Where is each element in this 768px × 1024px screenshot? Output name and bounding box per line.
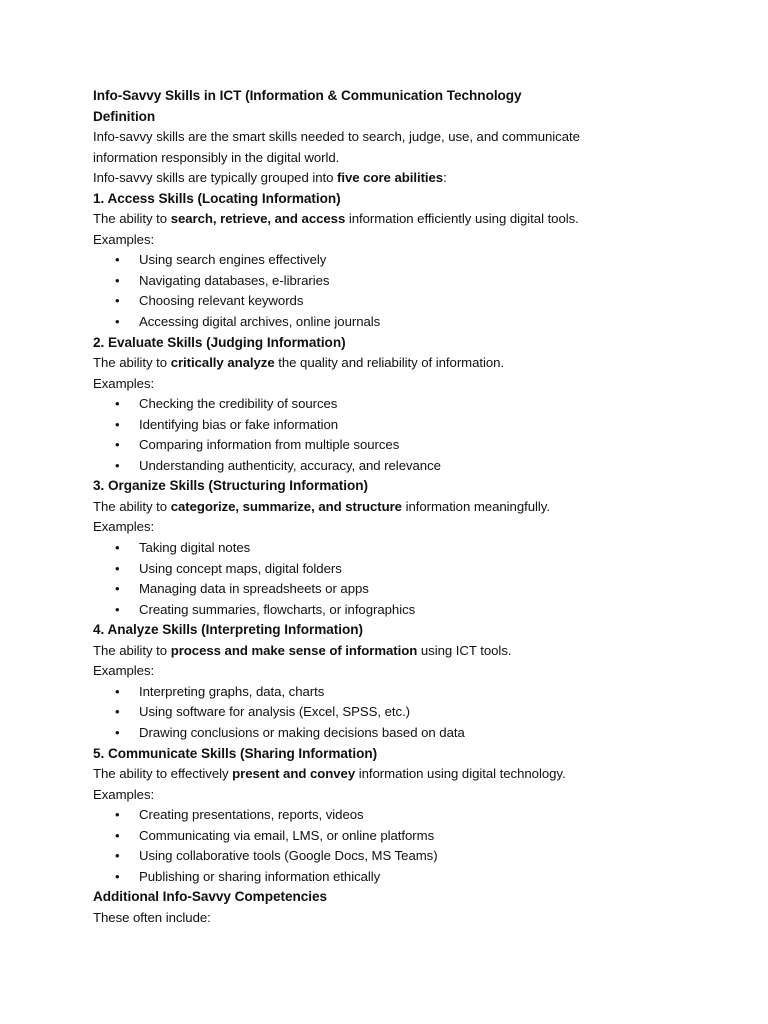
list-item-text: Accessing digital archives, online journals bbox=[139, 314, 381, 330]
list-item-text: Comparing information from multiple sources bbox=[139, 437, 400, 453]
section-description-analyze bbox=[93, 641, 733, 662]
examples-label: Examples: bbox=[93, 375, 155, 391]
list-item-text: Using software for analysis (Excel, SPSS, etc.) bbox=[139, 704, 411, 720]
list-item bbox=[93, 415, 733, 436]
bullet-icon: • bbox=[115, 827, 120, 843]
section-description-organize bbox=[93, 497, 733, 518]
bullet-icon: • bbox=[115, 252, 120, 268]
list-item-text: Creating presentations, reports, videos bbox=[139, 807, 364, 823]
list-item-text: Identifying bias or fake information bbox=[139, 416, 339, 432]
description-post: information efficiently using digital tools. bbox=[345, 211, 579, 227]
list-item-text: Publishing or sharing information ethically bbox=[139, 868, 381, 884]
description-pre: The ability to effectively bbox=[93, 766, 233, 782]
description-pre: The ability to bbox=[93, 498, 171, 514]
section-heading-analyze: 4. Analyze Skills (Interpreting Information) bbox=[93, 622, 363, 638]
grouping-sentence bbox=[93, 168, 733, 189]
bullet-icon: • bbox=[115, 560, 120, 576]
list-item bbox=[93, 805, 733, 826]
list-item bbox=[93, 456, 733, 477]
examples-label: Examples: bbox=[93, 786, 155, 802]
document-page bbox=[93, 86, 733, 928]
bullet-icon: • bbox=[115, 807, 120, 823]
definition-text-line-2: information responsibly in the digital world. bbox=[93, 149, 340, 165]
list-item bbox=[93, 579, 733, 600]
list-item bbox=[93, 682, 733, 703]
section-heading-organize: 3. Organize Skills (Structuring Information) bbox=[93, 478, 368, 494]
definition-text-line-1: Info-savvy skills are the smart skills needed to search, judge, use, and communicate bbox=[93, 129, 580, 145]
list-item-text: Choosing relevant keywords bbox=[139, 293, 304, 309]
description-post: using ICT tools. bbox=[417, 642, 512, 658]
description-post: information using digital technology. bbox=[355, 766, 566, 782]
list-item-text: Navigating databases, e-libraries bbox=[139, 272, 330, 288]
section-description-communicate bbox=[93, 764, 733, 785]
list-item-text: Drawing conclusions or making decisions based on data bbox=[139, 724, 465, 740]
bullet-icon: • bbox=[115, 868, 120, 884]
description-bold: categorize, summarize, and structure bbox=[170, 498, 402, 514]
grouping-text-post: : bbox=[443, 170, 447, 186]
examples-label: Examples: bbox=[93, 231, 155, 247]
bullet-icon: • bbox=[115, 581, 120, 597]
description-bold: search, retrieve, and access bbox=[170, 211, 346, 227]
list-item bbox=[93, 702, 733, 723]
bullet-icon: • bbox=[115, 540, 120, 556]
bullet-icon: • bbox=[115, 314, 120, 330]
description-bold: present and convey bbox=[232, 766, 356, 782]
bullet-icon: • bbox=[115, 396, 120, 412]
bullet-icon: • bbox=[115, 704, 120, 720]
list-item bbox=[93, 600, 733, 621]
list-item bbox=[93, 846, 733, 867]
bullet-icon: • bbox=[115, 601, 120, 617]
list-item-text: Interpreting graphs, data, charts bbox=[139, 683, 325, 699]
description-bold: critically analyze bbox=[170, 355, 275, 371]
list-item bbox=[93, 271, 733, 292]
list-item bbox=[93, 867, 733, 888]
list-item bbox=[93, 312, 733, 333]
list-item bbox=[93, 394, 733, 415]
examples-label: Examples: bbox=[93, 663, 155, 679]
grouping-text-pre: Info-savvy skills are typically grouped into bbox=[93, 170, 338, 186]
list-item-text: Communicating via email, LMS, or online platforms bbox=[139, 827, 435, 843]
document-title: Info-Savvy Skills in ICT (Information & Communication Technology bbox=[93, 88, 522, 103]
bullet-icon: • bbox=[115, 683, 120, 699]
list-item bbox=[93, 291, 733, 312]
list-item bbox=[93, 538, 733, 559]
grouping-text-bold: five core abilities bbox=[337, 170, 444, 186]
list-item-text: Creating summaries, flowcharts, or infographics bbox=[139, 601, 416, 617]
list-item-text: Taking digital notes bbox=[139, 540, 251, 556]
list-item bbox=[93, 723, 733, 744]
section-heading-evaluate: 2. Evaluate Skills (Judging Information) bbox=[93, 334, 346, 350]
list-item bbox=[93, 250, 733, 271]
list-item-text: Using search engines effectively bbox=[139, 252, 327, 268]
section-description-evaluate bbox=[93, 353, 733, 374]
section-heading-access: 1. Access Skills (Locating Information) bbox=[93, 190, 341, 206]
description-pre: The ability to bbox=[93, 355, 171, 371]
bullet-icon: • bbox=[115, 293, 120, 309]
bullet-icon: • bbox=[115, 724, 120, 740]
description-bold: process and make sense of information bbox=[170, 642, 418, 658]
list-item bbox=[93, 559, 733, 580]
description-pre: The ability to bbox=[93, 642, 171, 658]
bullet-icon: • bbox=[115, 416, 120, 432]
list-item bbox=[93, 826, 733, 847]
description-post: information meaningfully. bbox=[401, 498, 550, 514]
section-description-access bbox=[93, 209, 733, 230]
additional-competencies-heading: Additional Info-Savvy Competencies bbox=[93, 889, 327, 905]
bullet-icon: • bbox=[115, 848, 120, 864]
description-pre: The ability to bbox=[93, 211, 171, 227]
list-item-text: Using collaborative tools (Google Docs, MS Teams) bbox=[139, 848, 438, 864]
bullet-icon: • bbox=[115, 457, 120, 473]
list-item-text: Checking the credibility of sources bbox=[139, 396, 338, 412]
description-post: the quality and reliability of information. bbox=[274, 355, 505, 371]
bullet-icon: • bbox=[115, 272, 120, 288]
list-item-text: Using concept maps, digital folders bbox=[139, 560, 342, 576]
definition-heading: Definition bbox=[93, 108, 156, 124]
additional-competencies-intro: These often include: bbox=[93, 909, 211, 925]
list-item-text: Managing data in spreadsheets or apps bbox=[139, 581, 369, 597]
examples-label: Examples: bbox=[93, 519, 155, 535]
list-item bbox=[93, 435, 733, 456]
list-item-text: Understanding authenticity, accuracy, and relevance bbox=[139, 457, 441, 473]
section-heading-communicate: 5. Communicate Skills (Sharing Information) bbox=[93, 745, 378, 761]
bullet-icon: • bbox=[115, 437, 120, 453]
